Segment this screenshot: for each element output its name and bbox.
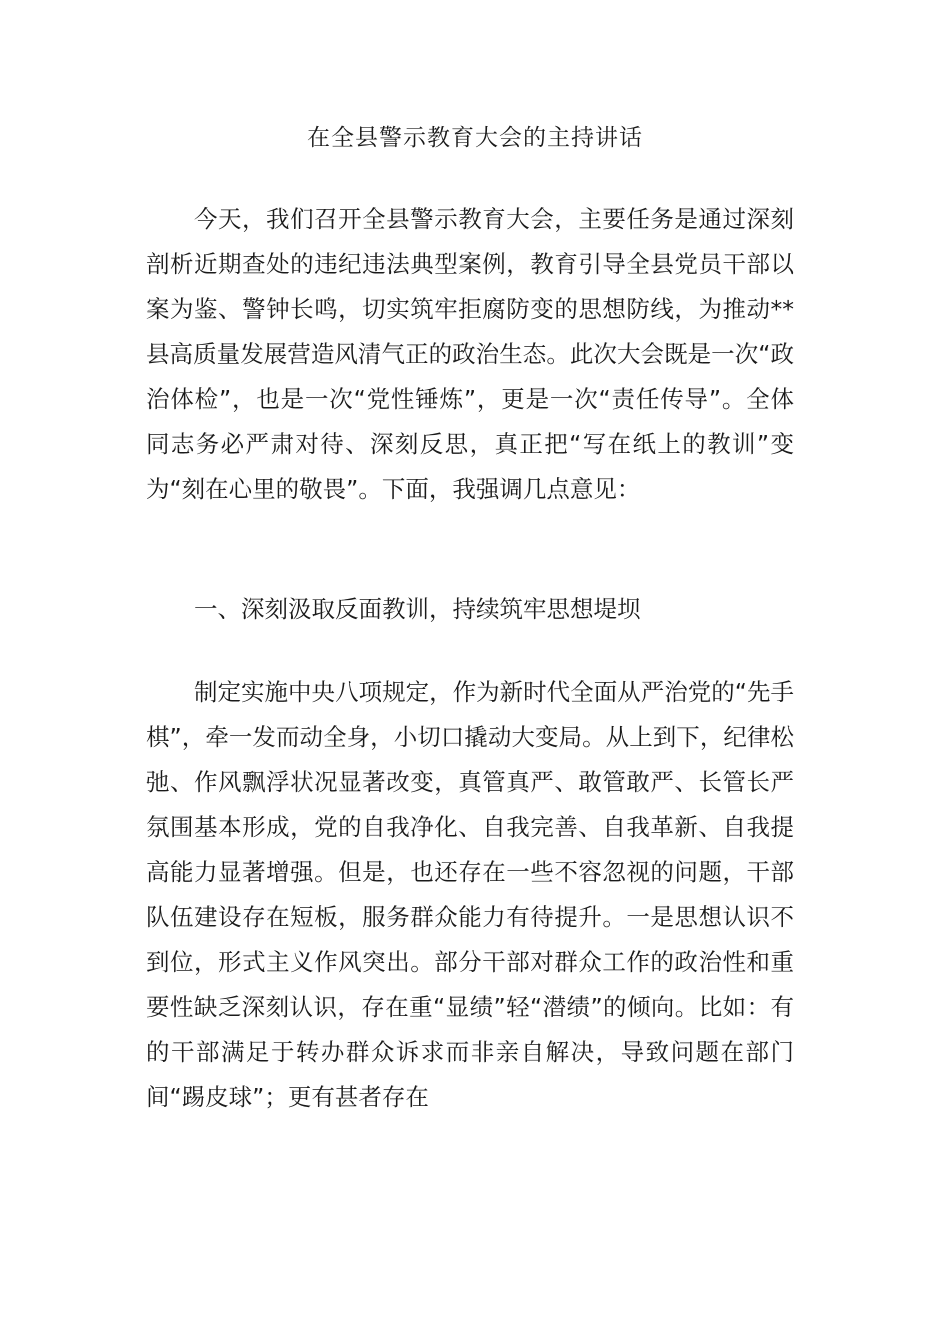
intro-paragraph: 今天，我们召开全县警示教育大会，主要任务是通过深刻剖析近期查处的违纪违法典型案例，教育引导全县党员干部以案为鉴、警钟长鸣，切实筑牢拒腐防变的思想防线，为推动**县高质量发展营造风清气正的政治生态。此次大会既是一次“政治体检”，也是一次“党性锤炼”，更是一次“责任传导”。全体同志务必严肃对待、深刻反思，真正把“写在纸上的教训”变为“刻在心里的敬畏”。下面，我强调几点意见： (146, 205, 794, 503)
document-title: 在全县警示教育大会的主持讲话 (307, 125, 643, 151)
section-heading: 一、深刻汲取反面教训，持续筑牢思想堤坝 (194, 595, 641, 623)
body-paragraph: 制定实施中央八项规定，作为新时代全面从严治党的“先手棋”，牵一发而动全身，小切口撬动大变局。从上到下，纪律松弛、作风飘浮状况显著改变，真管真严、敢管敢严、长管长严氛围基本形成，党的自我净化、自我完善、自我革新、自我提高能力显著增强。但是，也还存在一些不容忽视的问题，干部队伍建设存在短板，服务群众能力有待提升。一是思想认识不到位，形式主义作风突出。部分干部对群众工作的政治性和重要性缺乏深刻认识，存在重“显绩”轻“潜绩”的倾向。比如：有的干部满足于转办群众诉求而非亲自解决，导致问题在部门间“踢皮球”；更有甚者存在 (146, 678, 794, 1111)
